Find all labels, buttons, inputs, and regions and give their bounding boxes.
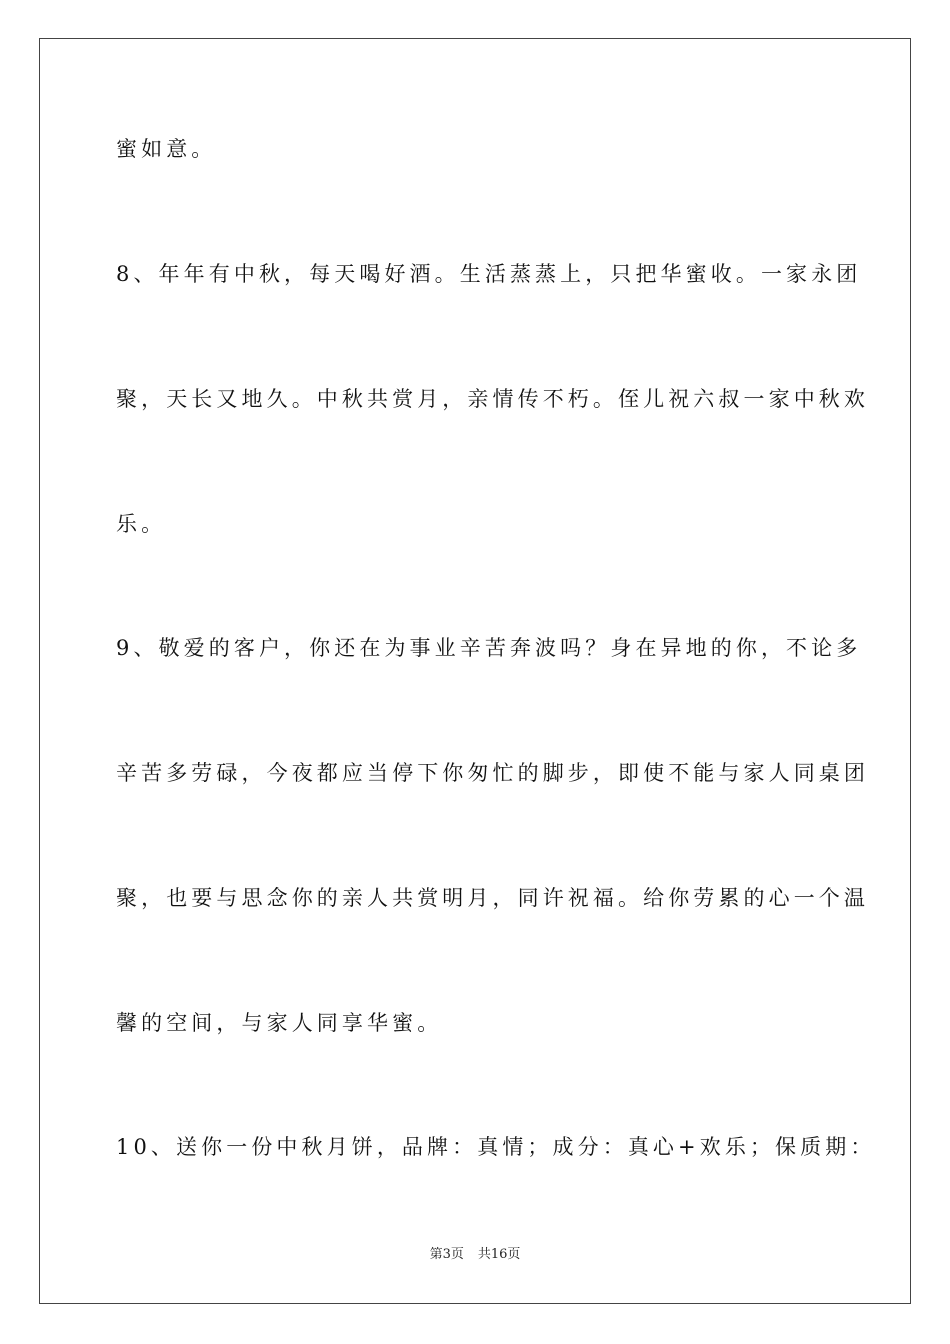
text-line: 乐。 <box>116 512 167 536</box>
text-line: 馨的空间，与家人同享华蜜。 <box>116 1011 443 1035</box>
page-total: 共16页 <box>477 1247 521 1262</box>
text-line: 聚，天长又地久。中秋共赏月，亲情传不朽。侄儿祝六叔一家中秋欢 <box>116 387 869 411</box>
page-footer <box>0 1246 950 1264</box>
text-line: 蜜如意。 <box>116 137 217 161</box>
text-line: 9、敬爱的客户，你还在为事业辛苦奔波吗？身在异地的你，不论多 <box>116 636 862 660</box>
text-line: 10、送你一份中秋月饼，品牌：真情；成分：真心+欢乐；保质期： <box>116 1135 876 1159</box>
page-frame <box>39 38 911 1304</box>
text-line: 8、年年有中秋，每天喝好酒。生活蒸蒸上，只把华蜜收。一家永团 <box>116 262 862 286</box>
text-line: 辛苦多劳碌，今夜都应当停下你匆忙的脚步，即使不能与家人同桌团 <box>116 761 869 785</box>
text-line: 聚，也要与思念你的亲人共赏明月，同许祝福。给你劳累的心一个温 <box>116 886 869 910</box>
page-number: 第3页 <box>429 1247 464 1262</box>
